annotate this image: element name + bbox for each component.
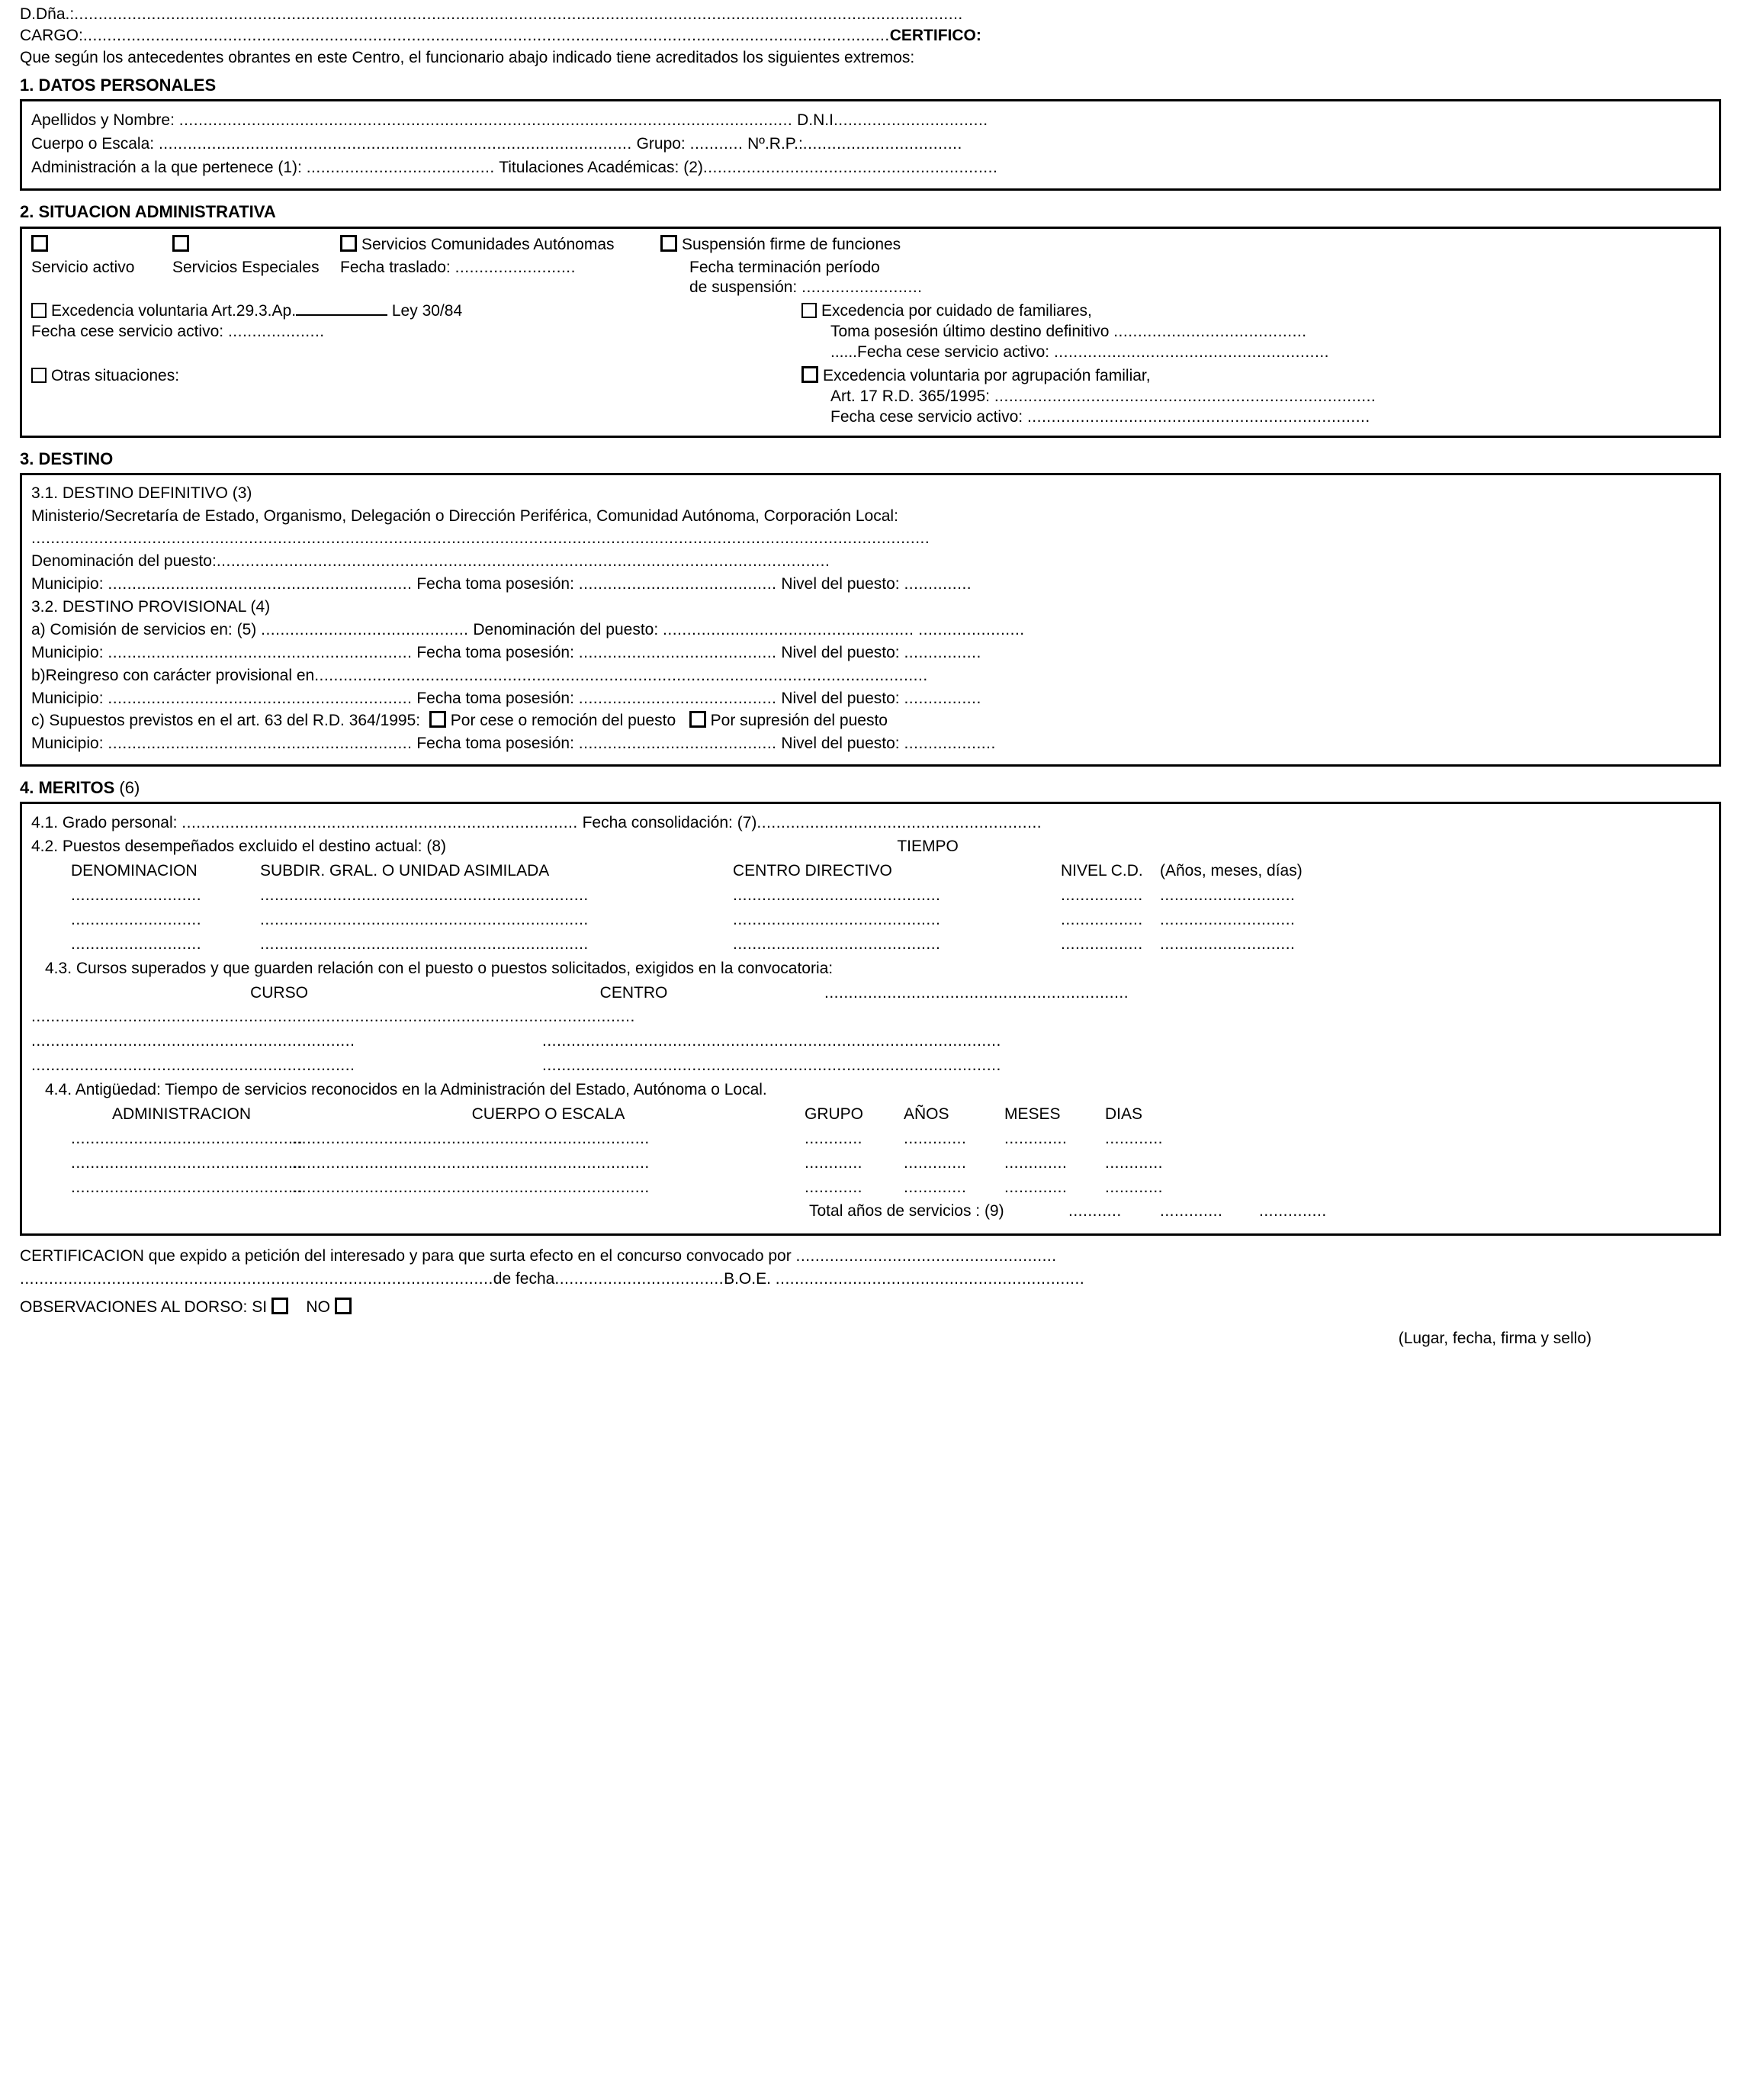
apellidos-field[interactable]: ............................................................................................................................... [178,111,793,129]
apellidos-row [31,111,1710,131]
header-centro: CENTRO [599,983,668,1002]
fecha-toma-field-2[interactable]: ......................................... [578,643,777,661]
supresion-puesto-label: Por supresión del puesto [710,712,888,730]
municipio-label-2: Municipio: [31,643,104,661]
ley-label: Ley 30/84 [391,302,463,320]
titulaciones-label: Titulaciones Académicas: (2) [499,158,703,176]
municipio-label-1: Municipio: [31,575,104,593]
cell-centro[interactable]: ........................................... [733,934,941,953]
name-line [20,5,1721,25]
total-anios-field[interactable]: ........... [1068,1202,1122,1220]
cell-subdir[interactable]: .................................................................... [260,910,589,928]
excedencia-familiares-checkbox[interactable] [801,303,817,318]
excedencia-agrupacion-col [801,366,1710,428]
art17-field[interactable]: ............................................................................... [994,387,1376,405]
cell-centro[interactable]: ........................................... [733,886,941,904]
servicios-especiales-checkbox[interactable] [172,235,189,252]
cuerpo-row [31,134,1710,155]
section4-title-note: (6) [119,778,140,798]
toma-posesion-row [801,322,1710,342]
cell-grupo[interactable]: ............ [805,1129,863,1147]
table-row[interactable] [31,910,1710,931]
cell-meses[interactable]: ............. [1004,1178,1068,1196]
excedencia-voluntaria-col [31,301,801,363]
excedencia-apartado-field[interactable] [296,301,387,316]
excedencia-voluntaria-row [31,301,801,322]
destino-definitivo-title: 3.1. DESTINO DEFINITIVO (3) [31,484,252,502]
toma-posesion-label: Toma posesión último destino definitivo [830,323,1110,341]
cargo-line [20,26,1721,47]
suspension-label: Suspensión firme de funciones [682,235,901,253]
header-administracion: ADMINISTRACION [111,1105,251,1123]
header-subdir: SUBDIR. GRAL. O UNIDAD ASIMILADA [260,862,550,880]
cese-remocion-label: Por cese o remoción del puesto [450,712,676,730]
certificacion-line-2 [20,1269,1721,1290]
fecha-toma-field-4[interactable]: ......................................... [578,735,777,753]
cell-cuerpo[interactable]: .......................................................................... [292,1153,650,1172]
destino-definitivo-org-label: Ministerio/Secretaría de Estado, Organismo, Delegación o Dirección Periférica, Comunidad Autónoma, Corporación Local: [31,507,898,525]
fecha-cese2-label: ......Fecha cese servicio activo: [830,343,1050,362]
cell-grupo[interactable]: ............ [805,1178,863,1196]
section4-title [20,777,1721,799]
certificacion-concurso-field[interactable]: ...................................................... [795,1247,1057,1265]
destino-definitivo-org-field[interactable]: .......................................................................................................................................................................................... [31,529,930,548]
excedencia-agrupacion-label: Excedencia voluntaria por agrupación familiar, [823,366,1151,384]
table-row[interactable] [31,1153,1710,1174]
curso-cell-left[interactable]: ............................................................................................................................. [31,1008,635,1026]
observaciones-row [20,1298,1721,1318]
cursos-table-header [31,983,1710,1004]
municipio-row-4 [31,734,1710,754]
municipio-field-1[interactable]: ............................................................... [108,575,413,593]
header-grupo: GRUPO [805,1105,864,1123]
excedencia-familiares-col [801,301,1710,363]
certificacion-fecha-label: de fecha [493,1270,555,1288]
cell-dias[interactable]: ............ [1105,1129,1164,1147]
fecha-toma-field-1[interactable]: ......................................... [578,575,777,593]
observaciones-si-checkbox[interactable] [271,1298,288,1314]
cell-administracion[interactable]: ................................................ [71,1129,304,1147]
art17-label: Art. 17 R.D. 365/1995: [830,387,990,405]
situacion-row-3 [31,366,1710,428]
municipio-field-4[interactable]: ............................................................... [108,735,413,753]
otras-situaciones-col [31,366,801,428]
tiempo-header: TIEMPO [897,838,959,856]
cell-cuerpo[interactable]: .......................................................................... [292,1129,650,1147]
intro-text: Que según los antecedentes obrantes en este Centro, el funcionario abajo indicado tiene acreditados los siguientes extremos: [20,48,915,66]
header-anios-meses-dias: (Años, meses, días) [1160,862,1303,880]
nivel-label-4: Nivel del puesto: [781,735,900,753]
fecha-cese-field[interactable]: .................... [227,323,325,341]
header-cuerpo-escala: CUERPO O ESCALA [471,1105,625,1123]
curso-cell-left[interactable]: ................................................................... [31,1032,355,1050]
fecha-cese2-field[interactable]: ......................................................... [1053,343,1330,362]
cursos-header-dots[interactable]: ............................................................... [824,983,1129,1002]
section4-title-text: 4. MERITOS [20,778,115,798]
excedencia-voluntaria-label: Excedencia voluntaria Art.29.3.Ap. [51,302,297,320]
section4-box [20,802,1721,1236]
certificacion-line-1 [20,1246,1721,1267]
nivel-label-2: Nivel del puesto: [781,643,900,661]
servicios-especiales-col [172,235,340,278]
fecha-toma-label-1: Fecha toma posesión: [416,575,574,593]
cell-grupo[interactable]: ............ [805,1153,863,1172]
nrp-field[interactable]: ................................. [802,134,962,153]
grado-personal-row [31,813,1710,834]
denominacion-puesto-label: Denominación del puesto: [31,552,217,571]
cell-anios[interactable]: ............. [904,1178,967,1196]
administracion-row [31,158,1710,178]
cuerpo-label: Cuerpo o Escala: [31,134,155,153]
nrp-label: Nº.R.P.: [747,134,803,153]
comision-denominacion-label: Denominación del puesto: [473,620,659,638]
cell-anios[interactable]: ............. [904,1153,967,1172]
otras-situaciones-label: Otras situaciones: [51,366,180,384]
municipio-field-2[interactable]: ............................................................... [108,643,413,661]
antiguedad-table-header [31,1105,1710,1125]
table-row[interactable] [31,1007,1710,1027]
cell-dias[interactable]: ............ [1105,1178,1164,1196]
servicio-activo-label: Servicio activo [31,258,135,276]
municipio-label-3: Municipio: [31,689,104,707]
situacion-row-1 [31,235,1710,299]
apellidos-label: Apellidos y Nombre: [31,111,175,129]
table-row[interactable] [31,1056,1710,1076]
puestos-table-header [31,861,1710,882]
cell-denominacion[interactable]: ........................... [71,886,202,904]
situacion-row-2 [31,301,1710,363]
municipio-field-3[interactable]: ............................................................... [108,689,413,707]
otras-situaciones-checkbox[interactable] [31,368,47,383]
table-row[interactable] [31,886,1710,906]
suspension-col [660,235,1710,299]
fecha-cese3-row [801,407,1710,428]
municipio-row-2 [31,643,1710,664]
table-row[interactable] [31,934,1710,955]
excedencia-agrupacion-row [801,366,1710,387]
dni-field[interactable]: ................................ [833,111,988,129]
excedencia-familiares-row [801,301,1710,322]
fecha-consolidacion-field[interactable]: ........................................................... [756,814,1042,832]
curso-cell-left[interactable]: ................................................................... [31,1056,355,1075]
cell-denominacion[interactable]: ........................... [71,934,202,953]
cell-centro[interactable]: ........................................... [733,910,941,928]
fecha-cese2-row [801,342,1710,363]
header-anios: AÑOS [904,1105,949,1123]
cuerpo-field[interactable]: .................................................................................................. [158,134,632,153]
nivel-field-1[interactable]: .............. [904,575,972,593]
comision-servicios-label: a) Comisión de servicios en: (5) [31,620,257,638]
fecha-toma-label-3: Fecha toma posesión: [416,689,574,707]
curso-cell-right[interactable]: ............................................................................................... [542,1032,1001,1050]
total-anios-label: Total años de servicios : (9) [809,1202,1004,1220]
excedencia-familiares-label: Excedencia por cuidado de familiares, [821,302,1092,320]
fecha-terminacion-label-2: de suspensión: [689,278,798,297]
header-meses: MESES [1004,1105,1061,1123]
curso-cell-right[interactable] [794,1007,1328,1027]
cell-administracion[interactable]: ................................................ [71,1178,304,1196]
titulaciones-field[interactable]: ............................................................. [702,158,998,176]
cell-tiempo[interactable]: ............................ [1160,934,1296,953]
supuestos-row [31,711,1710,732]
reingreso-row [31,666,1710,687]
grupo-label: Grupo: [636,134,686,153]
grado-personal-field[interactable]: .................................................................................. [181,814,578,832]
comision-denominacion-field-2[interactable]: ...................... [918,620,1025,638]
municipio-row-3 [31,689,1710,709]
cargo-dots: ....................................................................................................................................................................... [82,26,890,44]
name-dots: ........................................................................................................................................................................................ [74,5,963,23]
supuestos-label: c) Supuestos previstos en el art. 63 del R.D. 364/1995: [31,712,421,730]
section2-box [20,227,1721,438]
boe-label: B.O.E. [724,1270,771,1288]
servicios-ccaa-col [340,235,660,278]
otras-situaciones-row [31,366,801,387]
header-block [20,5,1721,69]
cell-subdir[interactable]: .................................................................... [260,934,589,953]
cell-anios[interactable]: ............. [904,1129,967,1147]
observaciones-no-label: NO [306,1298,330,1316]
cell-denominacion[interactable]: ........................... [71,910,202,928]
reingreso-field[interactable]: ............................................................................................................................... [314,666,928,684]
table-row[interactable] [31,1031,1710,1052]
grupo-field[interactable]: ........... [689,134,744,153]
certificacion-fecha-field[interactable]: ................................... [554,1270,724,1288]
suspension-checkbox[interactable] [660,235,677,252]
fecha-terminacion-field[interactable]: ......................... [801,278,923,297]
cell-nivel[interactable]: ................. [1061,910,1143,928]
cell-meses[interactable]: ............. [1004,1129,1068,1147]
puestos-desempenados-label: 4.2. Puestos desempeñados excluido el destino actual: (8) [31,838,447,856]
reingreso-label: b)Reingreso con carácter provisional en [31,666,315,684]
fecha-cese-label: Fecha cese servicio activo: [31,323,224,341]
puestos-desempenados-row [31,837,1710,857]
header-denominacion: DENOMINACION [71,862,198,880]
lugar-fecha-firma: (Lugar, fecha, firma y sello) [1398,1329,1592,1347]
footer-block [20,1246,1721,1349]
servicios-ccaa-label: Servicios Comunidades Autónomas [361,235,615,253]
total-dias-field[interactable]: .............. [1259,1202,1327,1220]
comision-denominacion-field[interactable]: .................................................... [663,620,914,638]
denominacion-puesto-field[interactable]: ............................................................................................................................... [216,552,830,571]
art17-row [801,387,1710,407]
section2-title: 2. SITUACION ADMINISTRATIVA [20,202,276,222]
fecha-cese-row [31,322,801,342]
supresion-puesto-checkbox[interactable] [689,711,706,728]
destino-provisional-title: 3.2. DESTINO PROVISIONAL (4) [31,598,271,616]
fecha-terminacion-row [660,278,1710,298]
cargo-label: CARGO: [20,26,83,44]
total-anios-row [31,1201,1710,1222]
cell-tiempo[interactable]: ............................ [1160,886,1296,904]
fecha-cese3-field[interactable]: ....................................................................... [1026,407,1370,426]
cursos-label: 4.3. Cursos superados y que guarden relación con el puesto o puestos solicitados, exigidos en la convocatoria: [45,959,834,977]
fecha-terminacion-label-1: Fecha terminación período [689,258,880,276]
denominacion-puesto-row [31,552,1710,572]
municipio-label-4: Municipio: [31,735,104,753]
certificacion-dots-left[interactable]: .................................................................................................. [20,1270,493,1288]
fecha-traslado-field[interactable]: ......................... [455,258,576,276]
cese-remocion-checkbox[interactable] [429,711,446,728]
name-label: D.Dña.: [20,5,75,23]
servicio-activo-checkbox[interactable] [31,235,48,252]
cell-tiempo[interactable]: ............................ [1160,910,1296,928]
antiguedad-label: 4.4. Antigüedad: Tiempo de servicios reconocidos en la Administración del Estado, Autónoma o Local. [45,1081,767,1098]
administracion-label: Administración a la que pertenece (1): [31,158,302,176]
header-curso: CURSO [250,983,308,1002]
curso-cell-right[interactable]: ............................................................................................... [542,1056,1001,1075]
cell-administracion[interactable]: ................................................ [71,1153,304,1172]
section3-box [20,473,1721,767]
total-meses-field[interactable]: ............. [1160,1202,1223,1220]
fecha-traslado-row [340,258,660,278]
municipio-row-1 [31,574,1710,595]
nivel-field-2[interactable]: ................ [904,643,981,661]
fecha-traslado-label: Fecha traslado: [340,258,451,276]
toma-posesion-field[interactable]: ........................................ [1113,323,1307,341]
certifico-label: CERTIFICO: [889,26,981,44]
servicio-activo-col [31,235,172,278]
dni-label: D.N.I [797,111,834,129]
table-row[interactable] [31,1129,1710,1150]
servicios-ccaa-checkbox[interactable] [340,235,357,252]
grado-personal-label: 4.1. Grado personal: [31,814,178,832]
table-row[interactable] [31,1178,1710,1198]
section3-title: 3. DESTINO [20,449,114,468]
comision-servicios-field[interactable]: ........................................... [261,620,469,638]
fecha-toma-field-3[interactable]: ......................................... [578,689,777,707]
cell-dias[interactable]: ............ [1105,1153,1164,1172]
fecha-toma-label-2: Fecha toma posesión: [416,643,574,661]
cell-nivel[interactable]: ................. [1061,886,1143,904]
section1-box [20,99,1721,191]
cell-nivel[interactable]: ................. [1061,934,1143,953]
observaciones-no-checkbox[interactable] [335,1298,352,1314]
fecha-consolidacion-label: Fecha consolidación: (7) [582,814,757,832]
header-dias: DIAS [1105,1105,1143,1123]
excedencia-agrupacion-checkbox[interactable] [801,366,818,383]
header-centro-directivo: CENTRO DIRECTIVO [733,862,892,880]
cell-subdir[interactable]: .................................................................... [260,886,589,904]
cell-meses[interactable]: ............. [1004,1153,1068,1172]
excedencia-voluntaria-checkbox[interactable] [31,303,47,318]
certificacion-label: CERTIFICACION que expido a petición del interesado y para que surta efecto en el concurso convocado por [20,1247,792,1265]
fecha-cese3-label: Fecha cese servicio activo: [830,407,1023,426]
administracion-field[interactable]: ....................................... [306,158,495,176]
nivel-field-4[interactable]: ................... [904,735,996,753]
nivel-field-3[interactable]: ................ [904,689,981,707]
section1-title: 1. DATOS PERSONALES [20,75,217,95]
header-nivel-cd: NIVEL C.D. [1061,862,1143,880]
cell-cuerpo[interactable]: .......................................................................... [292,1178,650,1196]
fecha-toma-label-4: Fecha toma posesión: [416,735,574,753]
observaciones-label: OBSERVACIONES AL DORSO: SI [20,1298,268,1316]
comision-servicios-row [31,620,1710,641]
nivel-label-1: Nivel del puesto: [781,575,900,593]
boe-field[interactable]: ................................................................ [775,1270,1085,1288]
nivel-label-3: Nivel del puesto: [781,689,900,707]
servicios-especiales-label: Servicios Especiales [172,258,320,276]
